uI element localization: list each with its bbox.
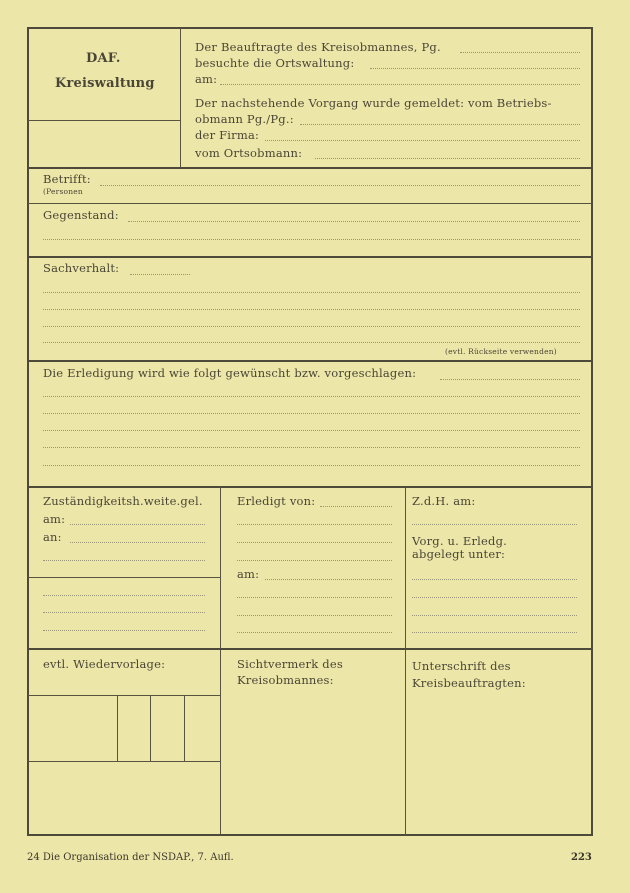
vorgang-field-1[interactable] <box>412 579 577 580</box>
vorgang-field-3[interactable] <box>412 615 577 616</box>
header-line4: Der nachstehende Vorgang wurde gemeldet: vom Betriebs- <box>195 96 552 110</box>
header-line6-field[interactable] <box>265 140 580 141</box>
erledigt-am-label: am: <box>237 567 260 581</box>
sachverhalt-note: (evtl. Rückseite verwenden) <box>445 347 557 356</box>
wiedervorlage-bottom-rule <box>28 761 220 762</box>
zustaendigkeit-field-6[interactable] <box>43 630 205 631</box>
header-bottom-rule <box>28 167 592 169</box>
sichtvermerk-line1: Sichtvermerk des <box>237 657 343 671</box>
erledigt-field-4[interactable] <box>237 560 392 561</box>
header-line6: der Firma: <box>195 128 260 142</box>
org-abbrev: DAF. <box>86 51 121 66</box>
zustaendigkeit-am-field[interactable] <box>70 524 205 525</box>
footer-source: 24 Die Organisation der NSDAP., 7. Aufl. <box>27 852 234 863</box>
erledigung-field-4[interactable] <box>43 430 580 431</box>
sachverhalt-field-1[interactable] <box>130 274 190 275</box>
erledigt-label: Erledigt von: <box>237 494 316 508</box>
sachverhalt-field-3[interactable] <box>43 309 580 310</box>
form-frame <box>27 27 593 836</box>
erledigt-field-2[interactable] <box>237 524 392 525</box>
org-name: Kreiswaltung <box>55 76 155 91</box>
wiedervorlage-label: evtl. Wiedervorlage: <box>43 657 166 671</box>
vorgang-line2: abgelegt unter: <box>412 547 506 561</box>
wiedervorlage-rule <box>28 695 220 696</box>
header-divider <box>180 28 181 167</box>
header-line2-field[interactable] <box>370 68 580 69</box>
erledigung-field-1[interactable] <box>440 379 580 380</box>
zustaendigkeit-field-4[interactable] <box>43 595 205 596</box>
vorgang-field-2[interactable] <box>412 597 577 598</box>
lower-mid-rule <box>28 648 592 650</box>
sachverhalt-field-5[interactable] <box>43 342 580 343</box>
zustaendigkeit-an-field[interactable] <box>70 542 205 543</box>
header-line2: besuchte die Ortswaltung: <box>195 56 355 70</box>
zustaendigkeit-am-label: am: <box>43 512 66 526</box>
gegenstand-rule <box>28 256 592 258</box>
header-line7-field[interactable] <box>315 158 580 159</box>
header-line5-field[interactable] <box>300 124 580 125</box>
zustaendigkeit-field-3[interactable] <box>43 560 205 561</box>
betrifft-sublabel: (Personen <box>43 187 83 196</box>
erledigt-field-7[interactable] <box>237 615 392 616</box>
header-line3: am: <box>195 72 218 86</box>
zustaendigkeit-label: Zuständigkeitsh.weite.gel. <box>43 494 203 508</box>
sichtvermerk-line2: Kreisobmannes: <box>237 673 334 687</box>
zustaendigkeit-field-5[interactable] <box>43 612 205 613</box>
wiedervorlage-col-2 <box>150 695 151 761</box>
zdh-label: Z.d.H. am: <box>412 494 476 508</box>
erledigt-am-field[interactable] <box>265 579 392 580</box>
unterschrift-line1: Unterschrift des <box>412 659 511 673</box>
sachverhalt-field-2[interactable] <box>43 292 580 293</box>
sachverhalt-label: Sachverhalt: <box>43 261 120 275</box>
betrifft-field[interactable] <box>100 185 580 186</box>
erledigt-field-3[interactable] <box>237 542 392 543</box>
erledigung-field-3[interactable] <box>43 413 580 414</box>
gegenstand-field-2[interactable] <box>43 239 580 240</box>
erledigung-label: Die Erledigung wird wie folgt gewünscht bzw. vorgeschlagen: <box>43 366 417 380</box>
erledigung-rule <box>28 486 592 488</box>
lower-divider-1 <box>220 487 221 835</box>
erledigt-field-1[interactable] <box>320 506 392 507</box>
betrifft-label: Betrifft: <box>43 172 91 186</box>
erledigung-field-5[interactable] <box>43 447 580 448</box>
vorgang-line1: Vorg. u. Erledg. <box>412 534 508 548</box>
gegenstand-field[interactable] <box>128 221 580 222</box>
erledigt-field-8[interactable] <box>237 632 392 633</box>
sachverhalt-rule <box>28 360 592 362</box>
zdh-field[interactable] <box>412 524 577 525</box>
wiedervorlage-col-3 <box>184 695 185 761</box>
erledigt-field-6[interactable] <box>237 597 392 598</box>
vorgang-field-4[interactable] <box>412 632 577 633</box>
zustaendigkeit-rule <box>28 577 220 578</box>
erledigung-field-6[interactable] <box>43 465 580 466</box>
header-line7: vom Ortsobmann: <box>195 146 303 160</box>
org-box-divider <box>28 120 180 121</box>
erledigung-field-2[interactable] <box>43 396 580 397</box>
gegenstand-label: Gegenstand: <box>43 208 119 222</box>
zustaendigkeit-an-label: an: <box>43 530 62 544</box>
header-line5: obmann Pg./Pg.: <box>195 112 294 126</box>
sachverhalt-field-4[interactable] <box>43 326 580 327</box>
betrifft-rule <box>28 203 592 204</box>
page-number: 223 <box>571 852 592 863</box>
unterschrift-line2: Kreisbeauftragten: <box>412 676 526 690</box>
lower-divider-2 <box>405 487 406 835</box>
wiedervorlage-col-1 <box>117 695 118 761</box>
header-line3-field[interactable] <box>220 84 580 85</box>
header-line1-field[interactable] <box>460 52 580 53</box>
header-line1: Der Beauftragte des Kreisobmannes, Pg. <box>195 40 441 54</box>
